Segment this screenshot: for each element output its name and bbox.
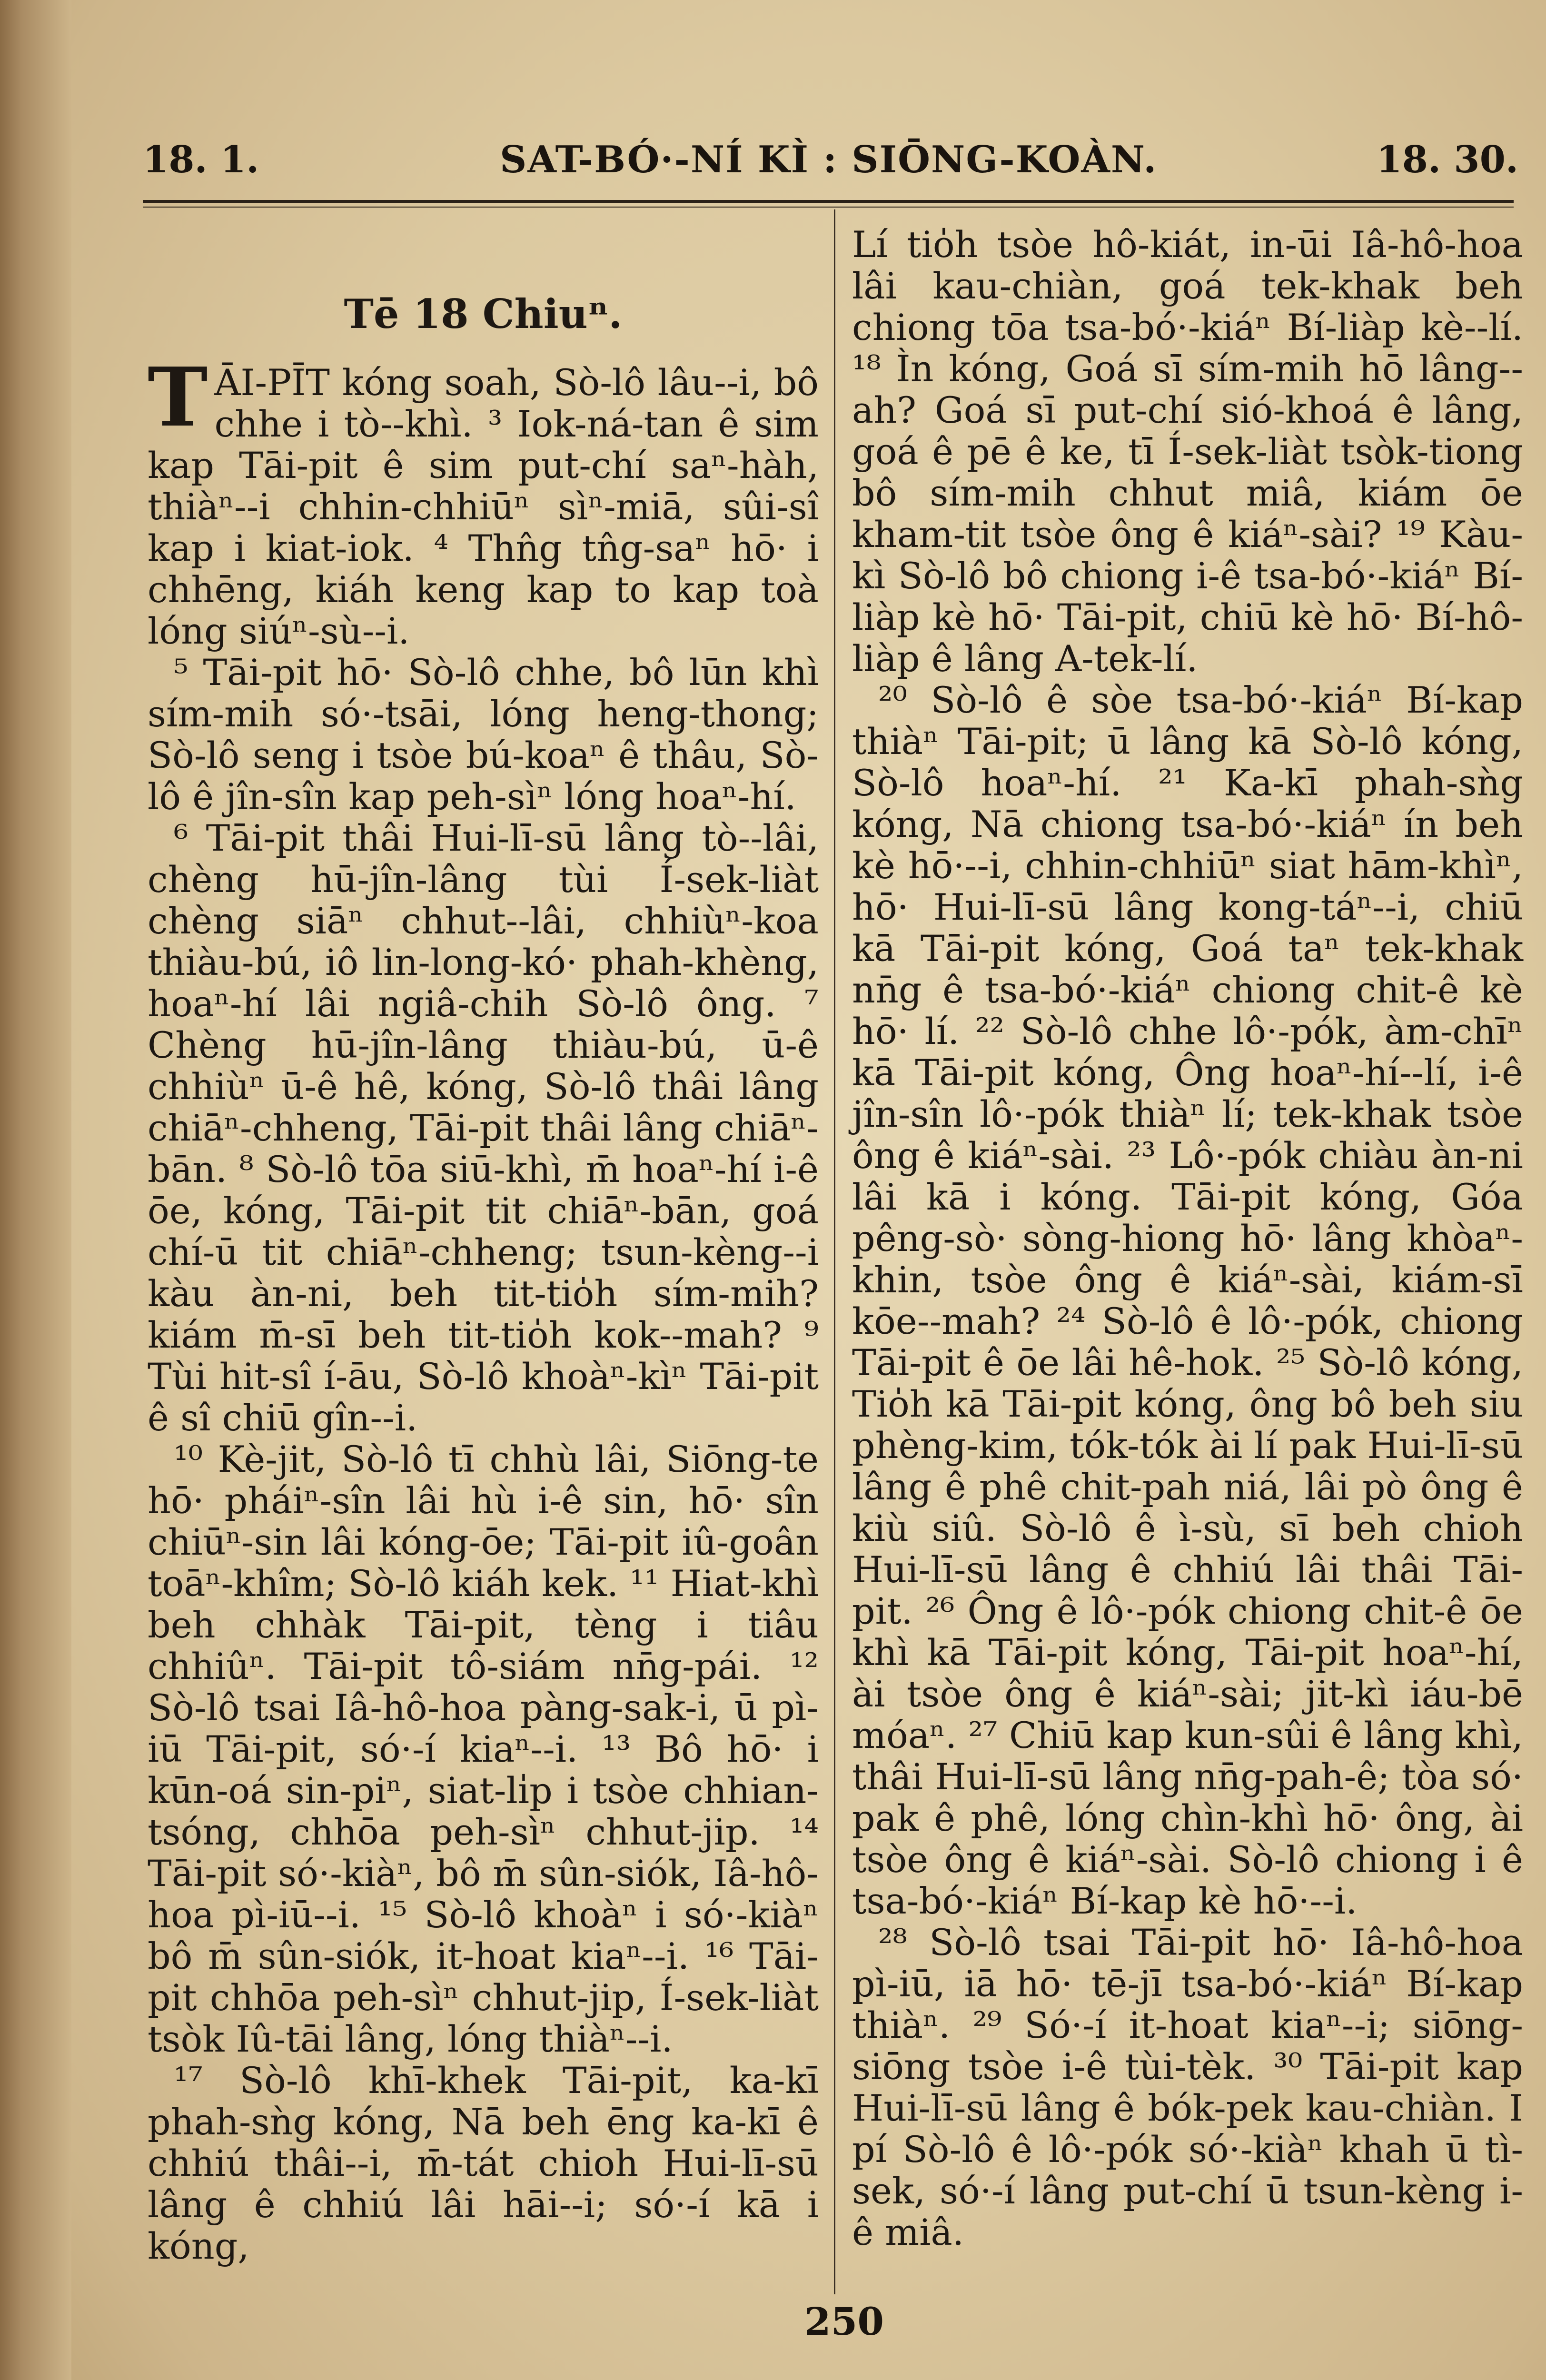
column-divider [834,209,835,2294]
paragraph-1 [148,350,819,652]
drop-cap: T [148,350,208,445]
paragraph-2: ⁵ Tāi-pit hō· Sò-lô chhe, bô lūn khì sím-mih só·-tsāi, lóng heng-thong; Sò-lô seng i tsòe bú-koaⁿ ê thâu, Sò-lô ê jîn-sîn kap peh-sìⁿ lóng hoaⁿ-hí. [148,651,819,818]
paragraph-4: ¹⁰ Kè-jit, Sò-lô tī chhù lâi, Siōng-te hō· pháiⁿ-sîn lâi hù i-ê sin, hō· sîn chiūⁿ-sin lâi kóng-ōe; Tāi-pit iû-goân toāⁿ-khîm; Sò-lô kiáh kek. ¹¹ Hiat-khì beh chhàk Tāi-pit, tèng i tiâu chhiûⁿ. Tāi-pit tô-siám nn̄g-pái. ¹² Sò-lô tsai Iâ-hô-hoa pàng-sak-i, ū pì-iū Tāi-pit, só·-í kiaⁿ--i. ¹³ Bô hō· i kūn-oá sin-piⁿ, siat-li̍p i tsòe chhian-tsóng, chhōa peh-sìⁿ chhut-jip. ¹⁴ Tāi-pit só·-kiàⁿ, bô m̄ sûn-siók, Iâ-hô-hoa pì-iū--i. ¹⁵ Sò-lô khoàⁿ i só·-kiàⁿ bô m̄ sûn-siók, it-hoat kiaⁿ--i. ¹⁶ Tāi-pit chhōa peh-sìⁿ chhut-jip, Í-sek-liàt tsòk Iû-tāi lâng, lóng thiàⁿ--i. [148,1438,819,2060]
paragraph-3: ⁶ Tāi-pit thâi Hui-lī-sū lâng tò--lâi, chèng hū-jîn-lâng tùi Í-sek-liàt chèng siāⁿ chhut--lâi, chhiùⁿ-koa thiàu-bú, iô lin-long-kó· phah-khèng, hoaⁿ-hí lâi ngiâ-chih Sò-lô ông. ⁷ Chèng hū-jîn-lâng thiàu-bú, ū-ê chhiùⁿ ū-ê hê, kóng, Sò-lô thâi lâng chiāⁿ-chheng, Tāi-pit thâi lâng chiāⁿ-bān. ⁸ Sò-lô tōa siū-khì, m̄ hoaⁿ-hí i-ê ōe, kóng, Tāi-pit tit chiāⁿ-bān, goá chí-ū tit chiāⁿ-chheng; tsun-kèng--i kàu àn-ni, beh tit-tio̍h sím-mih? kiám m̄-sī beh tit-tio̍h kok--mah? ⁹ Tùi hit-sî í-āu, Sò-lô khoàⁿ-kìⁿ Tāi-pit ê sî chiū gîn--i. [148,817,819,1439]
paragraph-6: Lí tio̍h tsòe hô-kiát, in-ūi Iâ-hô-hoa lâi kau-chiàn, goá tek-khak beh chiong tōa tsa-bó·-kiáⁿ Bí-liàp kè--lí. ¹⁸ Ìn kóng, Goá sī sím-mih hō lâng--ah? Goá sī put-chí sió-khoá ê lâng, goá ê pē ê ke, tī Í-sek-liàt tsòk-tiong bô sím-mih chhut miâ, kiám ōe kham-tit tsòe ông ê kiáⁿ-sài? ¹⁹ Kàu-kì Sò-lô bô chiong i-ê tsa-bó·-kiáⁿ Bí-liàp kè hō· Tāi-pit, chiū kè hō· Bí-hô-liàp ê lâng A-tek-lí. [852,223,1523,680]
chapter-heading: Tē 18 Chiuⁿ. [344,290,623,337]
book-spine-shadow [0,0,71,2380]
left-column [148,224,819,2267]
header-verse-start: 18. 1. [143,138,259,181]
paragraph-5: ¹⁷ Sò-lô khī-khek Tāi-pit, ka-kī phah-sǹg kóng, Nā beh ēng ka-kī ê chhiú thâi--i, m̄-tát chioh Hui-lī-sū lâng ê chhiú lâi hāi--i; só·-í kā i kóng, [148,2059,819,2267]
page-number: 250 [804,2299,884,2344]
running-header [138,129,1518,186]
paragraph-7: ²⁰ Sò-lô ê sòe tsa-bó·-kiáⁿ Bí-kap thiàⁿ Tāi-pit; ū lâng kā Sò-lô kóng, Sò-lô hoaⁿ-hí. ²¹ Ka-kī phah-sǹg kóng, Nā chiong tsa-bó·-kiáⁿ ín beh kè hō·--i, chhin-chhiūⁿ siat hām-khìⁿ, hō· Hui-lī-sū lâng kong-táⁿ--i, chiū kā Tāi-pit kóng, Goá taⁿ tek-khak nn̄g ê tsa-bó·-kiáⁿ chiong chit-ê kè hō· lí. ²² Sò-lô chhe lô·-pók, àm-chīⁿ kā Tāi-pit kóng, Ông hoaⁿ-hí--lí, i-ê jîn-sîn lô·-pók thiàⁿ lí; tek-khak tsòe ông ê kiáⁿ-sài. ²³ Lô·-pók chiàu àn-ni lâi kā i kóng. Tāi-pit kóng, Góa pêng-sò· sòng-hiong hō· lâng khòaⁿ-khin, tsòe ông ê kiáⁿ-sài, kiám-sī kōe--mah? ²⁴ Sò-lô ê lô·-pók, chiong Tāi-pit ê ōe lâi hê-hok. ²⁵ Sò-lô kóng, Tio̍h kā Tāi-pit kóng, ông bô beh siu phèng-kim, tók-tók ài lí pak Hui-lī-sū lâng ê phê chit-pah niá, lâi pò ông ê kiù siû. Sò-lô ê ì-sù, sī beh chioh Hui-lī-sū lâng ê chhiú lâi thâi Tāi-pit. ²⁶ Ông ê lô·-pók chiong chit-ê ōe khì kā Tāi-pit kóng, Tāi-pit hoaⁿ-hí, ài tsòe ông ê kiáⁿ-sài; jit-kì iáu-bē móaⁿ. ²⁷ Chiū kap kun-sûi ê lâng khì, thâi Hui-lī-sū lâng nn̄g-pah-ê; tòa só· pak ê phê, lóng chìn-khì hō· ông, ài tsòe ông ê kiáⁿ-sài. Sò-lô chiong i ê tsa-bó·-kiáⁿ Bí-kap kè hō·--i. [852,679,1523,1922]
paragraph-text: ĀI-PĪT kóng soah, Sò-lô lâu--i, bô chhe i tò--khì. ³ Iok-ná-tan ê sim kap Tāi-pit ê sim put-chí saⁿ-hàh, thiàⁿ--i chhin-chhiūⁿ sìⁿ-miā, sûi-sî kap i kiat-iok. ⁴ Thn̂g tn̂g-saⁿ hō· i chhēng, kiáh keng kap to kap toà lóng siúⁿ-sù--i. [148,361,819,652]
paragraph-8: ²⁸ Sò-lô tsai Tāi-pit hō· Iâ-hô-hoa pì-iū, iā hō· tē-jī tsa-bó·-kiáⁿ Bí-kap thiàⁿ. ²⁹ Só·-í it-hoat kiaⁿ--i; siōng-siōng tsòe i-ê tùi-tèk. ³⁰ Tāi-pit kap Hui-lī-sū lâng ê bók-pek kau-chiàn. I pí Sò-lô ê lô·-pók só·-kiàⁿ khah ū tì-sek, só·-í lâng put-chí ū tsun-kèng i-ê miâ. [852,1921,1523,2253]
header-rule-thin [143,207,1514,208]
header-book-title: SAT-BÓ·-NÍ KÌ : SIŌNG-KOÀN. [500,138,1158,181]
header-rule-thick [143,200,1514,203]
right-column [852,224,1523,2253]
header-verse-end: 18. 30. [1376,138,1518,181]
